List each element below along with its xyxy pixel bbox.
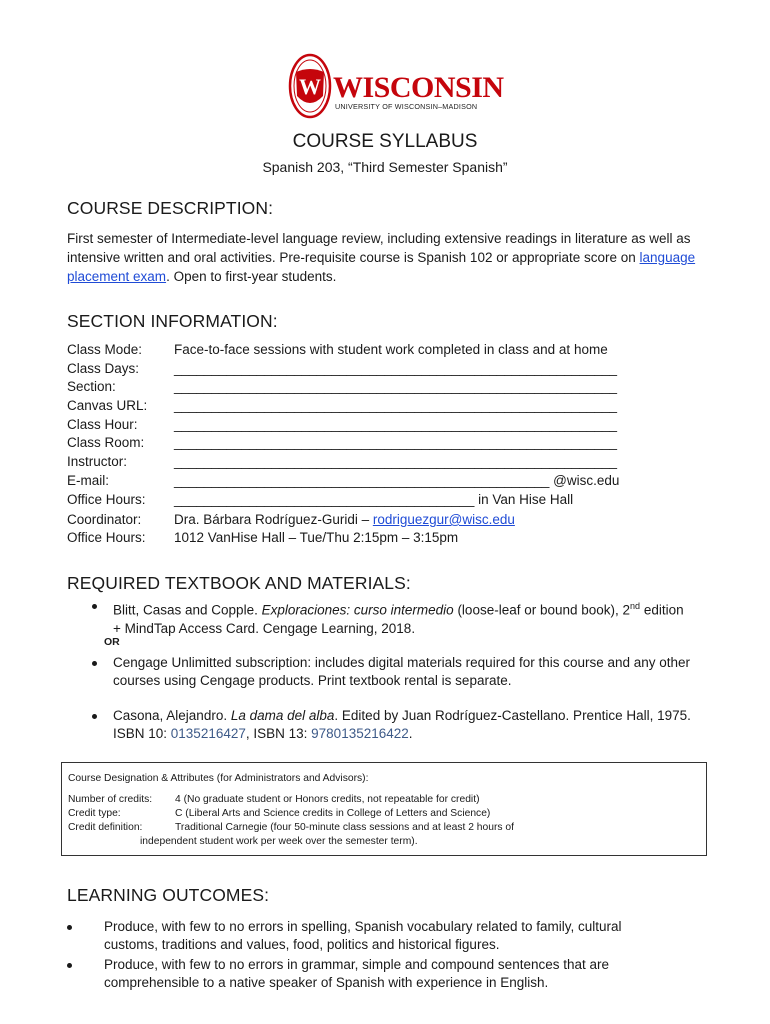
course-description-heading: COURSE DESCRIPTION: bbox=[67, 198, 274, 218]
info-value: ________________________________________ in Van Hise Hall bbox=[174, 492, 574, 507]
info-label: Instructor: bbox=[67, 454, 128, 469]
info-label: Office Hours: bbox=[67, 530, 146, 545]
info-value: ___________________________________________________________ bbox=[174, 417, 617, 432]
credits-value: 4 (No graduate student or Honors credits, not repeatable for credit) bbox=[175, 794, 480, 805]
credit-type-value: C (Liberal Arts and Science credits in College of Letters and Science) bbox=[175, 808, 491, 819]
info-value: ___________________________________________________________ bbox=[174, 454, 617, 469]
section-information-heading: SECTION INFORMATION: bbox=[67, 311, 278, 331]
info-value: Dra. Bárbara Rodríguez-Guridi – rodriguezgur@wisc.edu bbox=[174, 512, 515, 527]
bullet-icon bbox=[92, 714, 97, 719]
university-subtitle: UNIVERSITY OF WISCONSIN–MADISON bbox=[335, 102, 478, 111]
course-description-text: First semester of Intermediate-level language review, including extensive readings in literature as well as intensive written and oral activities. Pre-requisite course is Spanish 102 or appropriate score on language placement exam. Open to first-year students. bbox=[67, 231, 696, 284]
textbook-heading: REQUIRED TEXTBOOK AND MATERIALS: bbox=[67, 573, 411, 593]
bullet-icon bbox=[92, 604, 97, 609]
page-title: COURSE SYLLABUS bbox=[292, 131, 478, 152]
textbook-item-2: Cengage Unlimitted subscription: includes digital materials required for this course and any other courses using Cengage products. Print textbook rental is separate. bbox=[113, 655, 691, 688]
info-label: Class Hour: bbox=[67, 417, 138, 432]
page-subtitle: Spanish 203, “Third Semester Spanish” bbox=[262, 159, 508, 175]
crest-icon bbox=[288, 52, 332, 120]
or-label: OR bbox=[104, 636, 120, 648]
university-wordmark: WISCONSIN bbox=[333, 71, 504, 104]
info-value: ___________________________________________________________ bbox=[174, 435, 617, 450]
credit-definition-value-2: independent student work per week over the semester term). bbox=[140, 836, 418, 847]
credits-label: Number of credits: bbox=[68, 794, 153, 805]
info-label: Class Room: bbox=[67, 435, 145, 450]
university-logo bbox=[288, 52, 332, 120]
info-label: Office Hours: bbox=[67, 492, 146, 507]
learning-outcomes-heading: LEARNING OUTCOMES: bbox=[67, 885, 270, 905]
svg-text:W: W bbox=[299, 74, 321, 99]
info-value: ___________________________________________________________ bbox=[174, 361, 617, 376]
credit-definition-label: Credit definition: bbox=[68, 822, 143, 833]
info-label: E-mail: bbox=[67, 473, 110, 488]
learning-outcome-item: Produce, with few to no errors in grammar, simple and compound sentences that are comprehensible to a native speaker of Spanish with experience in English. bbox=[104, 957, 610, 990]
info-label: Class Mode: bbox=[67, 342, 143, 357]
textbook-item-1: Blitt, Casas and Copple. Exploraciones: curso intermedio (loose-leaf or bound book), 2nd edition + MindTap Access Card. Cengage Learning, 2018. bbox=[113, 601, 684, 636]
placement-exam-link[interactable]: language placement exam bbox=[67, 250, 696, 284]
bullet-icon bbox=[67, 963, 72, 968]
attributes-title: Course Designation & Attributes (for Administrators and Advisors): bbox=[68, 773, 369, 784]
course-attributes-box bbox=[61, 762, 707, 856]
info-label: Canvas URL: bbox=[67, 398, 148, 413]
credit-definition-value: Traditional Carnegie (four 50-minute class sessions and at least 2 hours of bbox=[175, 822, 515, 833]
info-value: ___________________________________________________________ bbox=[174, 379, 617, 394]
info-label: Section: bbox=[67, 379, 116, 394]
info-label: Class Days: bbox=[67, 361, 140, 376]
info-value: 1012 VanHise Hall – Tue/Thu 2:15pm – 3:15pm bbox=[174, 530, 459, 545]
bullet-icon bbox=[92, 661, 97, 666]
coordinator-email-link[interactable]: rodriguezgur@wisc.edu bbox=[372, 512, 515, 527]
learning-outcome-item: Produce, with few to no errors in spelling, Spanish vocabulary related to family, cultural customs, traditions and values, food, politics and historical figures. bbox=[104, 919, 622, 952]
credit-type-label: Credit type: bbox=[68, 808, 121, 819]
info-value: ___________________________________________________________ bbox=[174, 398, 617, 413]
info-value: __________________________________________________ @wisc.edu bbox=[174, 473, 620, 488]
info-label: Coordinator: bbox=[67, 512, 142, 527]
info-value: Face-to-face sessions with student work completed in class and at home bbox=[174, 342, 608, 357]
textbook-item-3: Casona, Alejandro. La dama del alba. Edited by Juan Rodríguez-Castellano. Prentice Hall, 1975. ISBN 10: 0135216427, ISBN 13: 9780135216422. bbox=[113, 708, 691, 741]
bullet-icon bbox=[67, 925, 72, 930]
